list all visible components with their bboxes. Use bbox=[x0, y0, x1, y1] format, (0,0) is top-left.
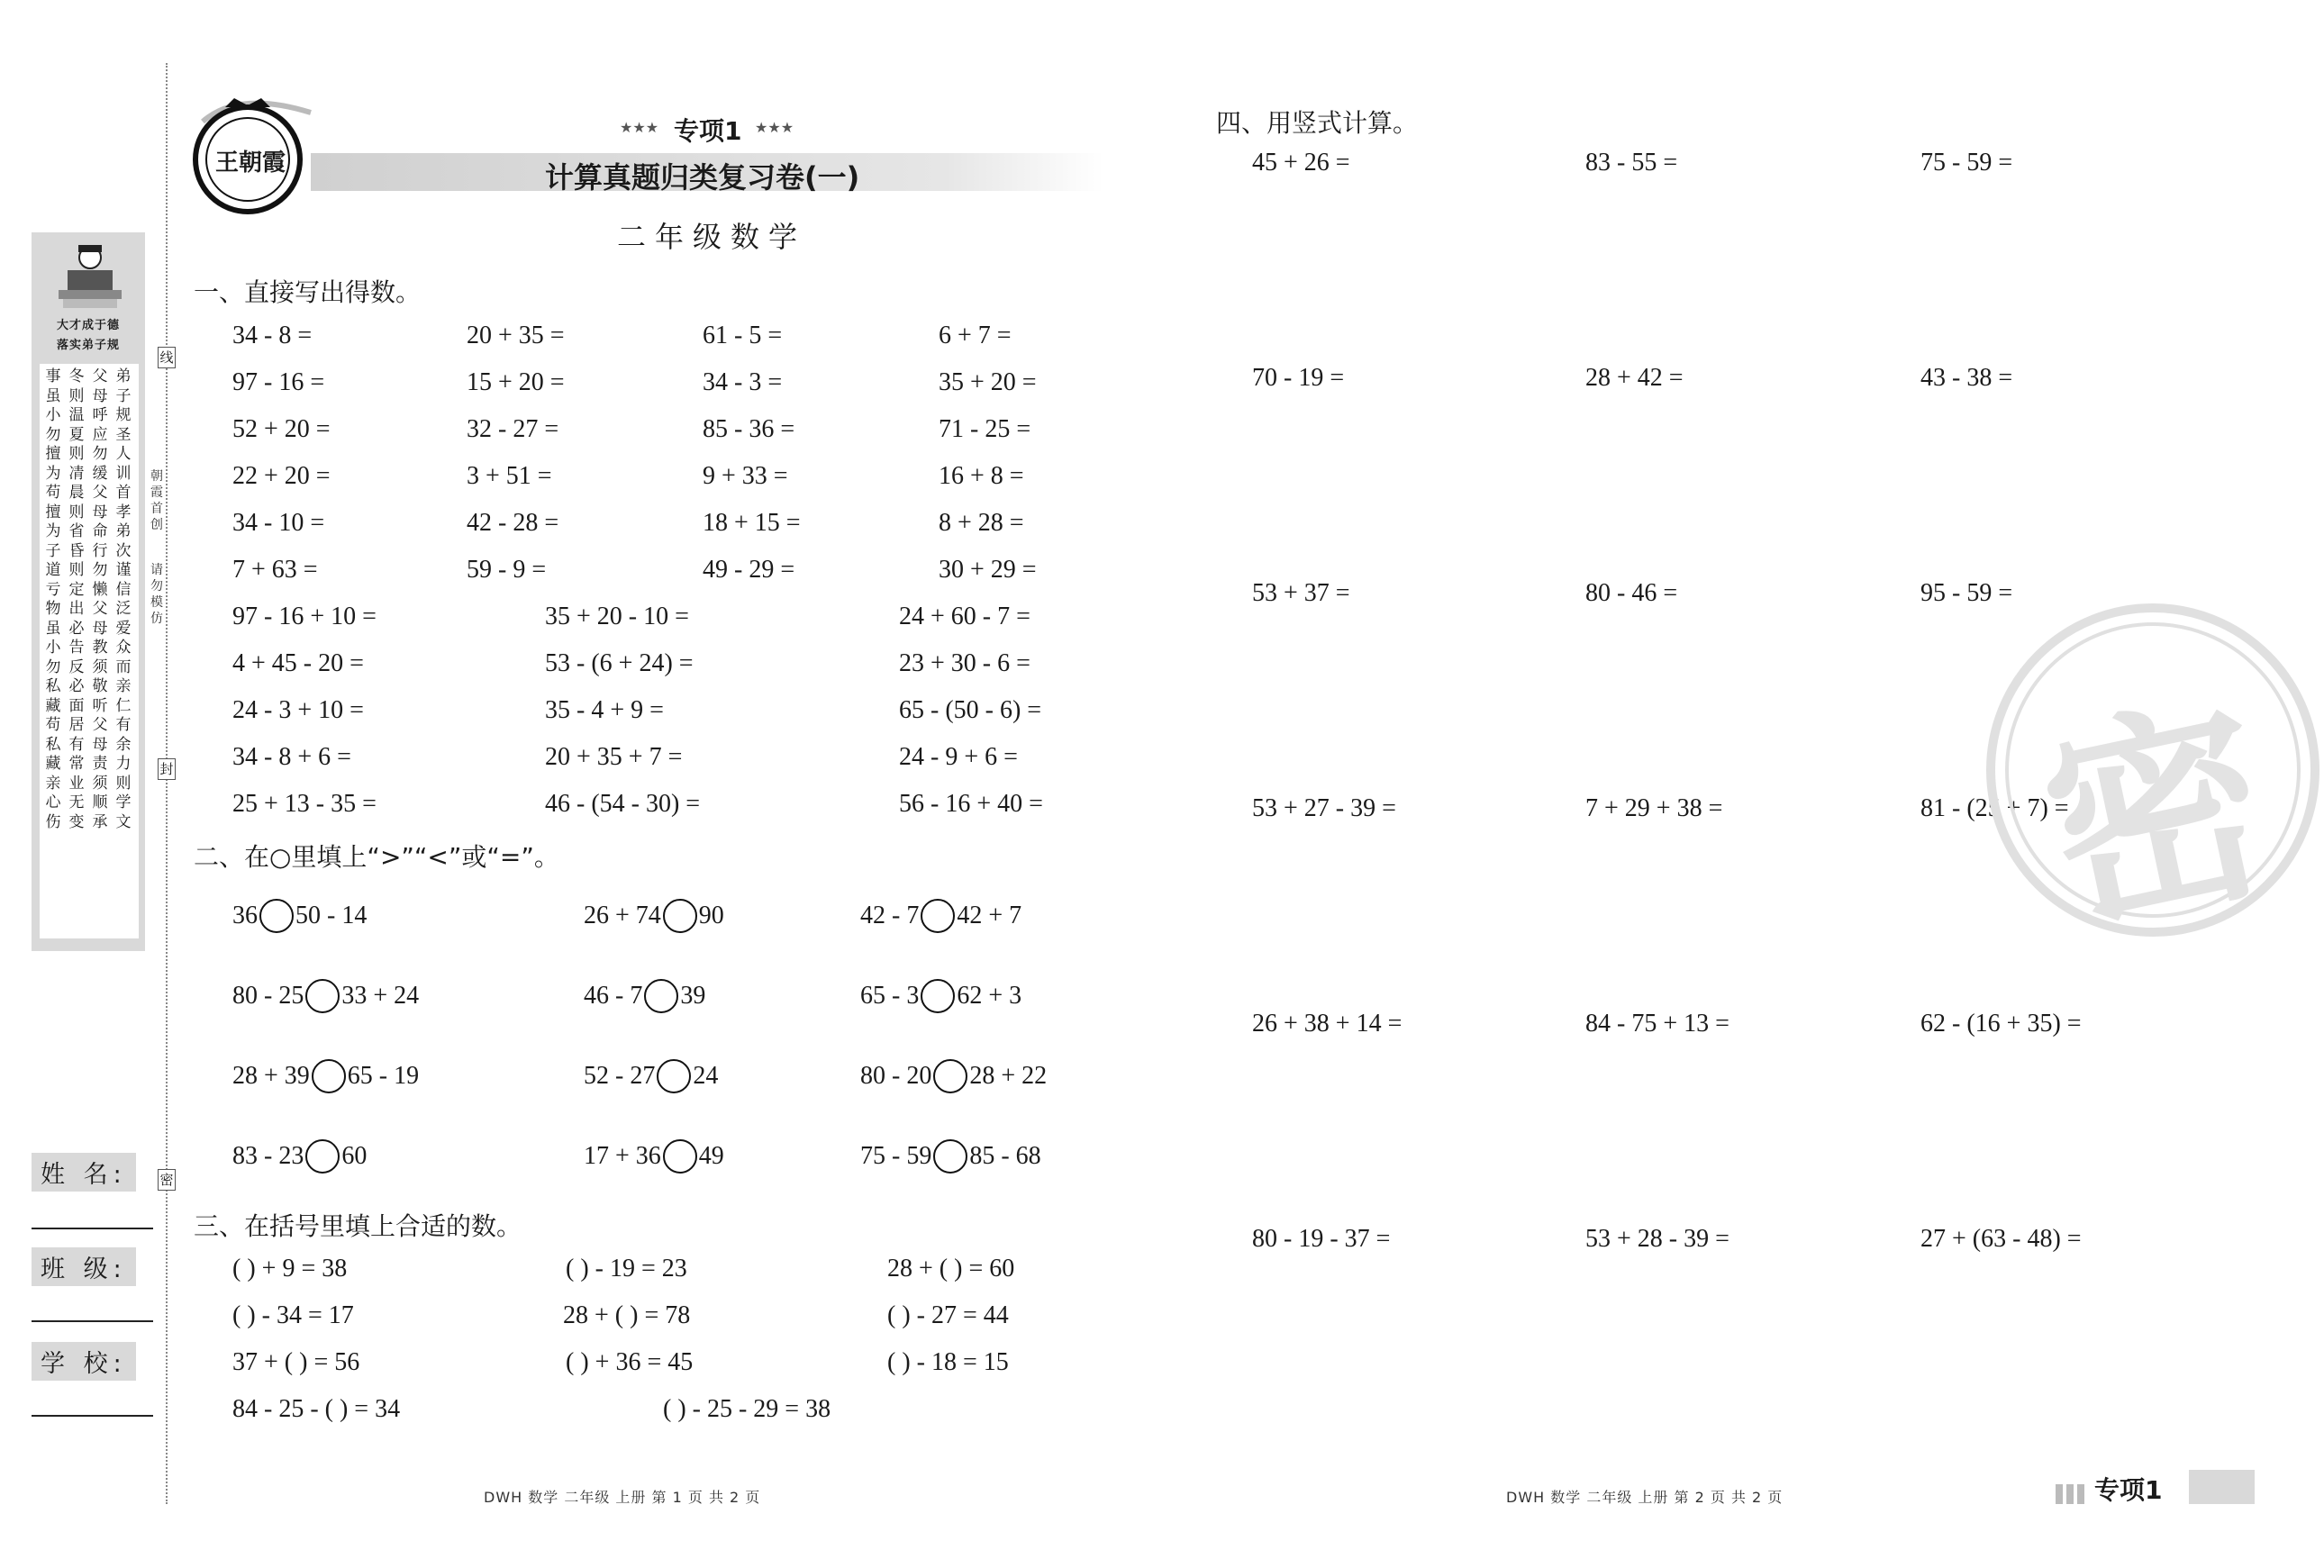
problem-item: 24 - 3 + 10 = bbox=[232, 696, 364, 724]
compare-right: 60 bbox=[341, 1142, 368, 1170]
problem-item: 61 - 5 = bbox=[703, 322, 783, 349]
fill-blank-item: ( ) - 27 = 44 bbox=[887, 1301, 1009, 1329]
logo-text: 王朝霞 bbox=[214, 150, 286, 177]
compare-right: 24 bbox=[693, 1062, 719, 1090]
answer-circle[interactable] bbox=[933, 1059, 967, 1093]
class-label: 班 级: bbox=[32, 1247, 136, 1286]
answer-circle[interactable] bbox=[312, 1059, 346, 1093]
problem-item: 34 - 8 = bbox=[232, 322, 313, 349]
verse-column: 弟子规圣人训首孝弟次谨信泛爱众而亲仁有余力则学文 bbox=[115, 367, 132, 831]
vertical-calc-item: 43 - 38 = bbox=[1920, 364, 2013, 392]
answer-circle[interactable] bbox=[663, 899, 697, 933]
problem-item: 56 - 16 + 40 = bbox=[899, 790, 1043, 818]
side-note-no-copy: 请勿模仿 bbox=[150, 563, 163, 626]
fill-blank-item: ( ) - 19 = 23 bbox=[566, 1255, 687, 1282]
answer-circle[interactable] bbox=[305, 1139, 340, 1174]
compare-left: 36 bbox=[232, 902, 258, 929]
answer-circle[interactable] bbox=[921, 899, 955, 933]
problem-item: 35 + 20 = bbox=[939, 368, 1037, 396]
verse-column: 冬则温夏则凊晨则省昏则定出必告反必面居有常业无变 bbox=[68, 367, 85, 831]
compare-right: 65 - 19 bbox=[347, 1062, 420, 1090]
binding-char-seal: 封 bbox=[158, 758, 176, 780]
compare-item bbox=[584, 1059, 718, 1093]
compare-right: 33 + 24 bbox=[341, 982, 420, 1010]
vertical-calc-item: 75 - 59 = bbox=[1920, 149, 2013, 177]
compare-left: 83 - 23 bbox=[232, 1142, 304, 1170]
compare-left: 75 - 59 bbox=[860, 1142, 932, 1170]
name-label: 姓 名: bbox=[32, 1153, 136, 1192]
answer-circle[interactable] bbox=[933, 1139, 967, 1174]
verses-box bbox=[40, 364, 139, 938]
compare-left: 42 - 7 bbox=[860, 902, 920, 929]
problem-item: 42 - 28 = bbox=[467, 509, 559, 537]
answer-circle[interactable] bbox=[921, 979, 955, 1013]
compare-right: 39 bbox=[680, 982, 706, 1010]
problem-item: 49 - 29 = bbox=[703, 556, 795, 584]
vertical-calc-item: 62 - (16 + 35) = bbox=[1920, 1010, 2082, 1038]
topic-badge: 专项1 bbox=[674, 116, 742, 146]
compare-left: 65 - 3 bbox=[860, 982, 920, 1010]
mascot-figure bbox=[50, 241, 131, 313]
compare-right: 28 + 22 bbox=[969, 1062, 1048, 1090]
compare-left: 28 + 39 bbox=[232, 1062, 310, 1090]
compare-right: 49 bbox=[698, 1142, 724, 1170]
problem-item: 34 - 10 = bbox=[232, 509, 325, 537]
problem-item: 52 + 20 = bbox=[232, 415, 331, 443]
problem-item: 53 - (6 + 24) = bbox=[545, 649, 694, 677]
problem-item: 34 - 3 = bbox=[703, 368, 783, 396]
footer-page-1: DWH 数学 二年级 上册 第 1 页 共 2 页 bbox=[484, 1489, 761, 1506]
compare-item bbox=[232, 1139, 367, 1174]
section-1-title: 一、直接写出得数。 bbox=[194, 277, 422, 307]
page-subtitle: 二年级数学 bbox=[617, 220, 807, 254]
answer-circle[interactable] bbox=[305, 979, 340, 1013]
section-4-title: 四、用竖式计算。 bbox=[1216, 108, 1419, 138]
problem-item: 4 + 45 - 20 = bbox=[232, 649, 364, 677]
vertical-calc-item: 95 - 59 = bbox=[1920, 579, 2013, 607]
problem-item: 16 + 8 = bbox=[939, 462, 1024, 490]
problem-item: 59 - 9 = bbox=[467, 556, 547, 584]
compare-right: 62 + 3 bbox=[957, 982, 1022, 1010]
fill-blank-item: 84 - 25 - ( ) = 34 bbox=[232, 1395, 401, 1423]
motto-line-2: 落实弟子规 bbox=[56, 339, 120, 352]
compare-left: 46 - 7 bbox=[584, 982, 643, 1010]
problem-item: 32 - 27 = bbox=[467, 415, 559, 443]
problem-item: 8 + 28 = bbox=[939, 509, 1024, 537]
footer-tab-dots bbox=[2056, 1484, 2088, 1504]
vertical-calc-item: 83 - 55 = bbox=[1585, 149, 1678, 177]
fill-blank-item: ( ) + 9 = 38 bbox=[232, 1255, 348, 1282]
problem-item: 97 - 16 = bbox=[232, 368, 325, 396]
compare-left: 80 - 20 bbox=[860, 1062, 932, 1090]
problem-item: 35 - 4 + 9 = bbox=[545, 696, 664, 724]
vertical-calc-item: 70 - 19 = bbox=[1252, 364, 1345, 392]
compare-item bbox=[860, 1059, 1047, 1093]
secret-stamp-watermark bbox=[1982, 599, 2324, 964]
school-label: 学 校: bbox=[32, 1342, 136, 1381]
vertical-calc-item: 81 - (25 + 7) = bbox=[1920, 794, 2069, 822]
motto-line-1: 大才成于德 bbox=[56, 319, 120, 332]
problem-item: 30 + 29 = bbox=[939, 556, 1037, 584]
problem-item: 35 + 20 - 10 = bbox=[545, 603, 689, 630]
problem-item: 24 + 60 - 7 = bbox=[899, 603, 1030, 630]
class-field[interactable] bbox=[32, 1320, 153, 1322]
compare-item bbox=[232, 979, 419, 1013]
vertical-calc-item: 80 - 46 = bbox=[1585, 579, 1678, 607]
problem-item: 20 + 35 = bbox=[467, 322, 565, 349]
fill-blank-item: ( ) - 18 = 15 bbox=[887, 1348, 1009, 1376]
compare-item bbox=[860, 1139, 1041, 1174]
answer-circle[interactable] bbox=[259, 899, 294, 933]
problem-item: 71 - 25 = bbox=[939, 415, 1031, 443]
compare-item bbox=[860, 899, 1021, 933]
vertical-calc-item: 45 + 26 = bbox=[1252, 149, 1350, 177]
badge-stars-right: ★★★ bbox=[755, 121, 794, 136]
compare-left: 52 - 27 bbox=[584, 1062, 656, 1090]
problem-item: 18 + 15 = bbox=[703, 509, 801, 537]
fill-blank-item: ( ) - 25 - 29 = 38 bbox=[663, 1395, 831, 1423]
badge-stars-left: ★★★ bbox=[620, 121, 659, 136]
problem-item: 22 + 20 = bbox=[232, 462, 331, 490]
vertical-calc-item: 53 + 27 - 39 = bbox=[1252, 794, 1396, 822]
problem-item: 46 - (54 - 30) = bbox=[545, 790, 701, 818]
binding-line bbox=[166, 63, 168, 1504]
compare-item bbox=[584, 979, 705, 1013]
vertical-calc-item: 27 + (63 - 48) = bbox=[1920, 1225, 2082, 1253]
name-field[interactable] bbox=[32, 1228, 153, 1229]
compare-item bbox=[232, 899, 367, 933]
compare-item bbox=[232, 1059, 419, 1093]
compare-item bbox=[860, 979, 1021, 1013]
fill-blank-item: ( ) + 36 = 45 bbox=[566, 1348, 694, 1376]
problem-item: 7 + 63 = bbox=[232, 556, 318, 584]
problem-item: 15 + 20 = bbox=[467, 368, 565, 396]
fill-blank-item: ( ) - 34 = 17 bbox=[232, 1301, 354, 1329]
problem-item: 34 - 8 + 6 = bbox=[232, 743, 351, 771]
binding-char-secret: 密 bbox=[158, 1169, 176, 1191]
problem-item: 3 + 51 = bbox=[467, 462, 552, 490]
problem-item: 25 + 13 - 35 = bbox=[232, 790, 377, 818]
compare-right: 85 - 68 bbox=[969, 1142, 1041, 1170]
footer-tab-bar bbox=[2189, 1470, 2255, 1504]
fill-blank-item: 28 + ( ) = 78 bbox=[563, 1301, 691, 1329]
section-3-title: 三、在括号里填上合适的数。 bbox=[194, 1211, 522, 1241]
vertical-calc-item: 28 + 42 = bbox=[1585, 364, 1684, 392]
compare-right: 90 bbox=[698, 902, 724, 929]
problem-item: 85 - 36 = bbox=[703, 415, 795, 443]
fill-blank-item: 37 + ( ) = 56 bbox=[232, 1348, 360, 1376]
school-field[interactable] bbox=[32, 1415, 153, 1417]
compare-left: 80 - 25 bbox=[232, 982, 304, 1010]
verse-column: 事虽小勿擅为苟擅为子道亏物虽小勿私藏苟私藏亲心伤 bbox=[45, 367, 61, 831]
answer-circle[interactable] bbox=[644, 979, 678, 1013]
compare-item bbox=[584, 899, 724, 933]
compare-item bbox=[584, 1139, 724, 1174]
problem-item: 23 + 30 - 6 = bbox=[899, 649, 1030, 677]
problem-item: 20 + 35 + 7 = bbox=[545, 743, 683, 771]
compare-left: 26 + 74 bbox=[584, 902, 661, 929]
footer-tab-label: 专项1 bbox=[2094, 1475, 2163, 1505]
compare-right: 42 + 7 bbox=[957, 902, 1022, 929]
vertical-calc-item: 84 - 75 + 13 = bbox=[1585, 1010, 1729, 1038]
problem-item: 65 - (50 - 6) = bbox=[899, 696, 1042, 724]
answer-circle[interactable] bbox=[657, 1059, 691, 1093]
section-2-title: 二、在○里填上“>”“<”或“=”。 bbox=[194, 842, 559, 872]
footer-page-2: DWH 数学 二年级 上册 第 2 页 共 2 页 bbox=[1506, 1489, 1784, 1506]
vertical-calc-item: 26 + 38 + 14 = bbox=[1252, 1010, 1403, 1038]
answer-circle[interactable] bbox=[663, 1139, 697, 1174]
stamp-char: 密 bbox=[2024, 671, 2289, 964]
problem-item: 24 - 9 + 6 = bbox=[899, 743, 1018, 771]
vertical-calc-item: 7 + 29 + 38 = bbox=[1585, 794, 1723, 822]
vertical-calc-item: 80 - 19 - 37 = bbox=[1252, 1225, 1391, 1253]
side-note-original: 朝霞首创 bbox=[150, 469, 163, 532]
compare-left: 17 + 36 bbox=[584, 1142, 661, 1170]
verse-column: 父母呼应勿缓父母命行勿懒父母教须敬听父母责须顺承 bbox=[92, 367, 108, 831]
binding-char-line: 线 bbox=[158, 347, 176, 368]
compare-right: 50 - 14 bbox=[295, 902, 368, 929]
vertical-calc-item: 53 + 28 - 39 = bbox=[1585, 1225, 1729, 1253]
page-title: 计算真题归类复习卷(一) bbox=[545, 160, 860, 195]
problem-item: 97 - 16 + 10 = bbox=[232, 603, 377, 630]
problem-item: 9 + 33 = bbox=[703, 462, 788, 490]
fill-blank-item: 28 + ( ) = 60 bbox=[887, 1255, 1015, 1282]
problem-item: 6 + 7 = bbox=[939, 322, 1012, 349]
vertical-calc-item: 53 + 37 = bbox=[1252, 579, 1350, 607]
